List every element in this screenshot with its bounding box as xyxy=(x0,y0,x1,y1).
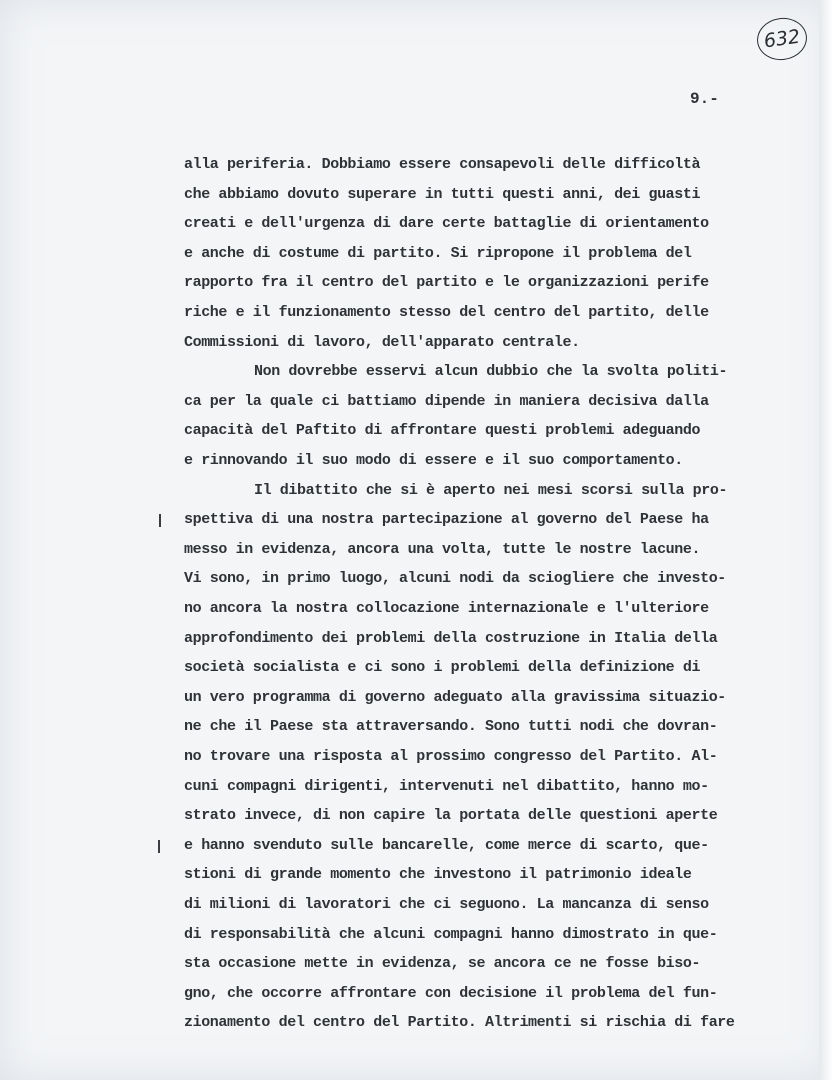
margin-mark xyxy=(159,514,161,527)
text-line: stioni di grande momento che investono il patrimonio ideale xyxy=(184,866,692,884)
text-line: un vero programma di governo adeguato alla gravissima situazio- xyxy=(184,688,726,706)
text-line: spettiva di una nostra partecipazione al governo del Paese ha xyxy=(184,511,709,529)
text-line: di responsabilità che alcuni compagni hanno dimostrato in que- xyxy=(184,925,718,943)
text-line: alla periferia. Dobbiamo essere consapevoli delle difficoltà xyxy=(184,156,701,173)
text-line: gno, che occorre affrontare con decisione il problema del fun- xyxy=(184,984,718,1002)
text-line: e rinnovando il suo modo di essere e il suo comportamento. xyxy=(184,452,683,469)
text-line: Commissioni di lavoro, dell'apparato centrale. xyxy=(184,333,580,351)
text-line: rapporto fra il centro del partito e le organizzazioni perife xyxy=(184,274,709,292)
text-line: zionamento del centro del Partito. Altrimenti si rischia di fare xyxy=(184,1014,735,1032)
page-edge xyxy=(819,0,833,1080)
text-line: capacità del Paftito di affrontare questi problemi adeguando xyxy=(184,422,701,440)
text-line: messo in evidenza, ancora una volta, tutte le nostre lacune. xyxy=(184,540,701,558)
text-line: no ancora la nostra collocazione internazionale e l'ulteriore xyxy=(184,600,709,617)
text-line: Non dovrebbe esservi alcun dubbio che la svolta politi- xyxy=(254,363,728,381)
stamp-number: 632 xyxy=(762,25,802,53)
text-line: Il dibattito che si è aperto nei mesi scorsi sulla pro- xyxy=(254,481,728,499)
text-line: approfondimento dei problemi della costruzione in Italia della xyxy=(184,629,718,647)
text-line: cuni compagni dirigenti, intervenuti nel dibattito, hanno mo- xyxy=(184,777,709,795)
text-line: società socialista e ci sono i problemi della definizione di xyxy=(184,659,701,677)
text-line: riche e il funzionamento stesso del centro del partito, delle xyxy=(184,304,709,321)
text-line: sta occasione mette in evidenza, se ancora ce ne fosse biso- xyxy=(184,955,701,973)
text-line: ne che il Paese sta attraversando. Sono tutti nodi che dovran- xyxy=(184,718,718,736)
archive-number-stamp xyxy=(754,15,809,64)
page-number: 9.- xyxy=(690,90,719,108)
text-line: strato invece, di non capire la portata delle questioni aperte xyxy=(184,807,718,825)
text-line: ca per la quale ci battiamo dipende in maniera decisiva dalla xyxy=(184,392,709,410)
text-line: e hanno svenduto sulle bancarelle, come merce di scarto, que- xyxy=(184,836,709,854)
text-line: no trovare una risposta al prossimo congresso del Partito. Al- xyxy=(184,748,718,765)
text-line: di milioni di lavoratori che ci seguono. La mancanza di senso xyxy=(184,896,709,913)
margin-mark xyxy=(158,840,160,853)
text-line: e anche di costume di partito. Si ripropone il problema del xyxy=(184,244,692,262)
text-line: che abbiamo dovuto superare in tutti questi anni, dei guasti xyxy=(184,185,701,203)
text-line: creati e dell'urgenza di dare certe battaglie di orientamento xyxy=(184,215,709,233)
text-line: Vi sono, in primo luogo, alcuni nodi da sciogliere che investo- xyxy=(184,570,726,588)
